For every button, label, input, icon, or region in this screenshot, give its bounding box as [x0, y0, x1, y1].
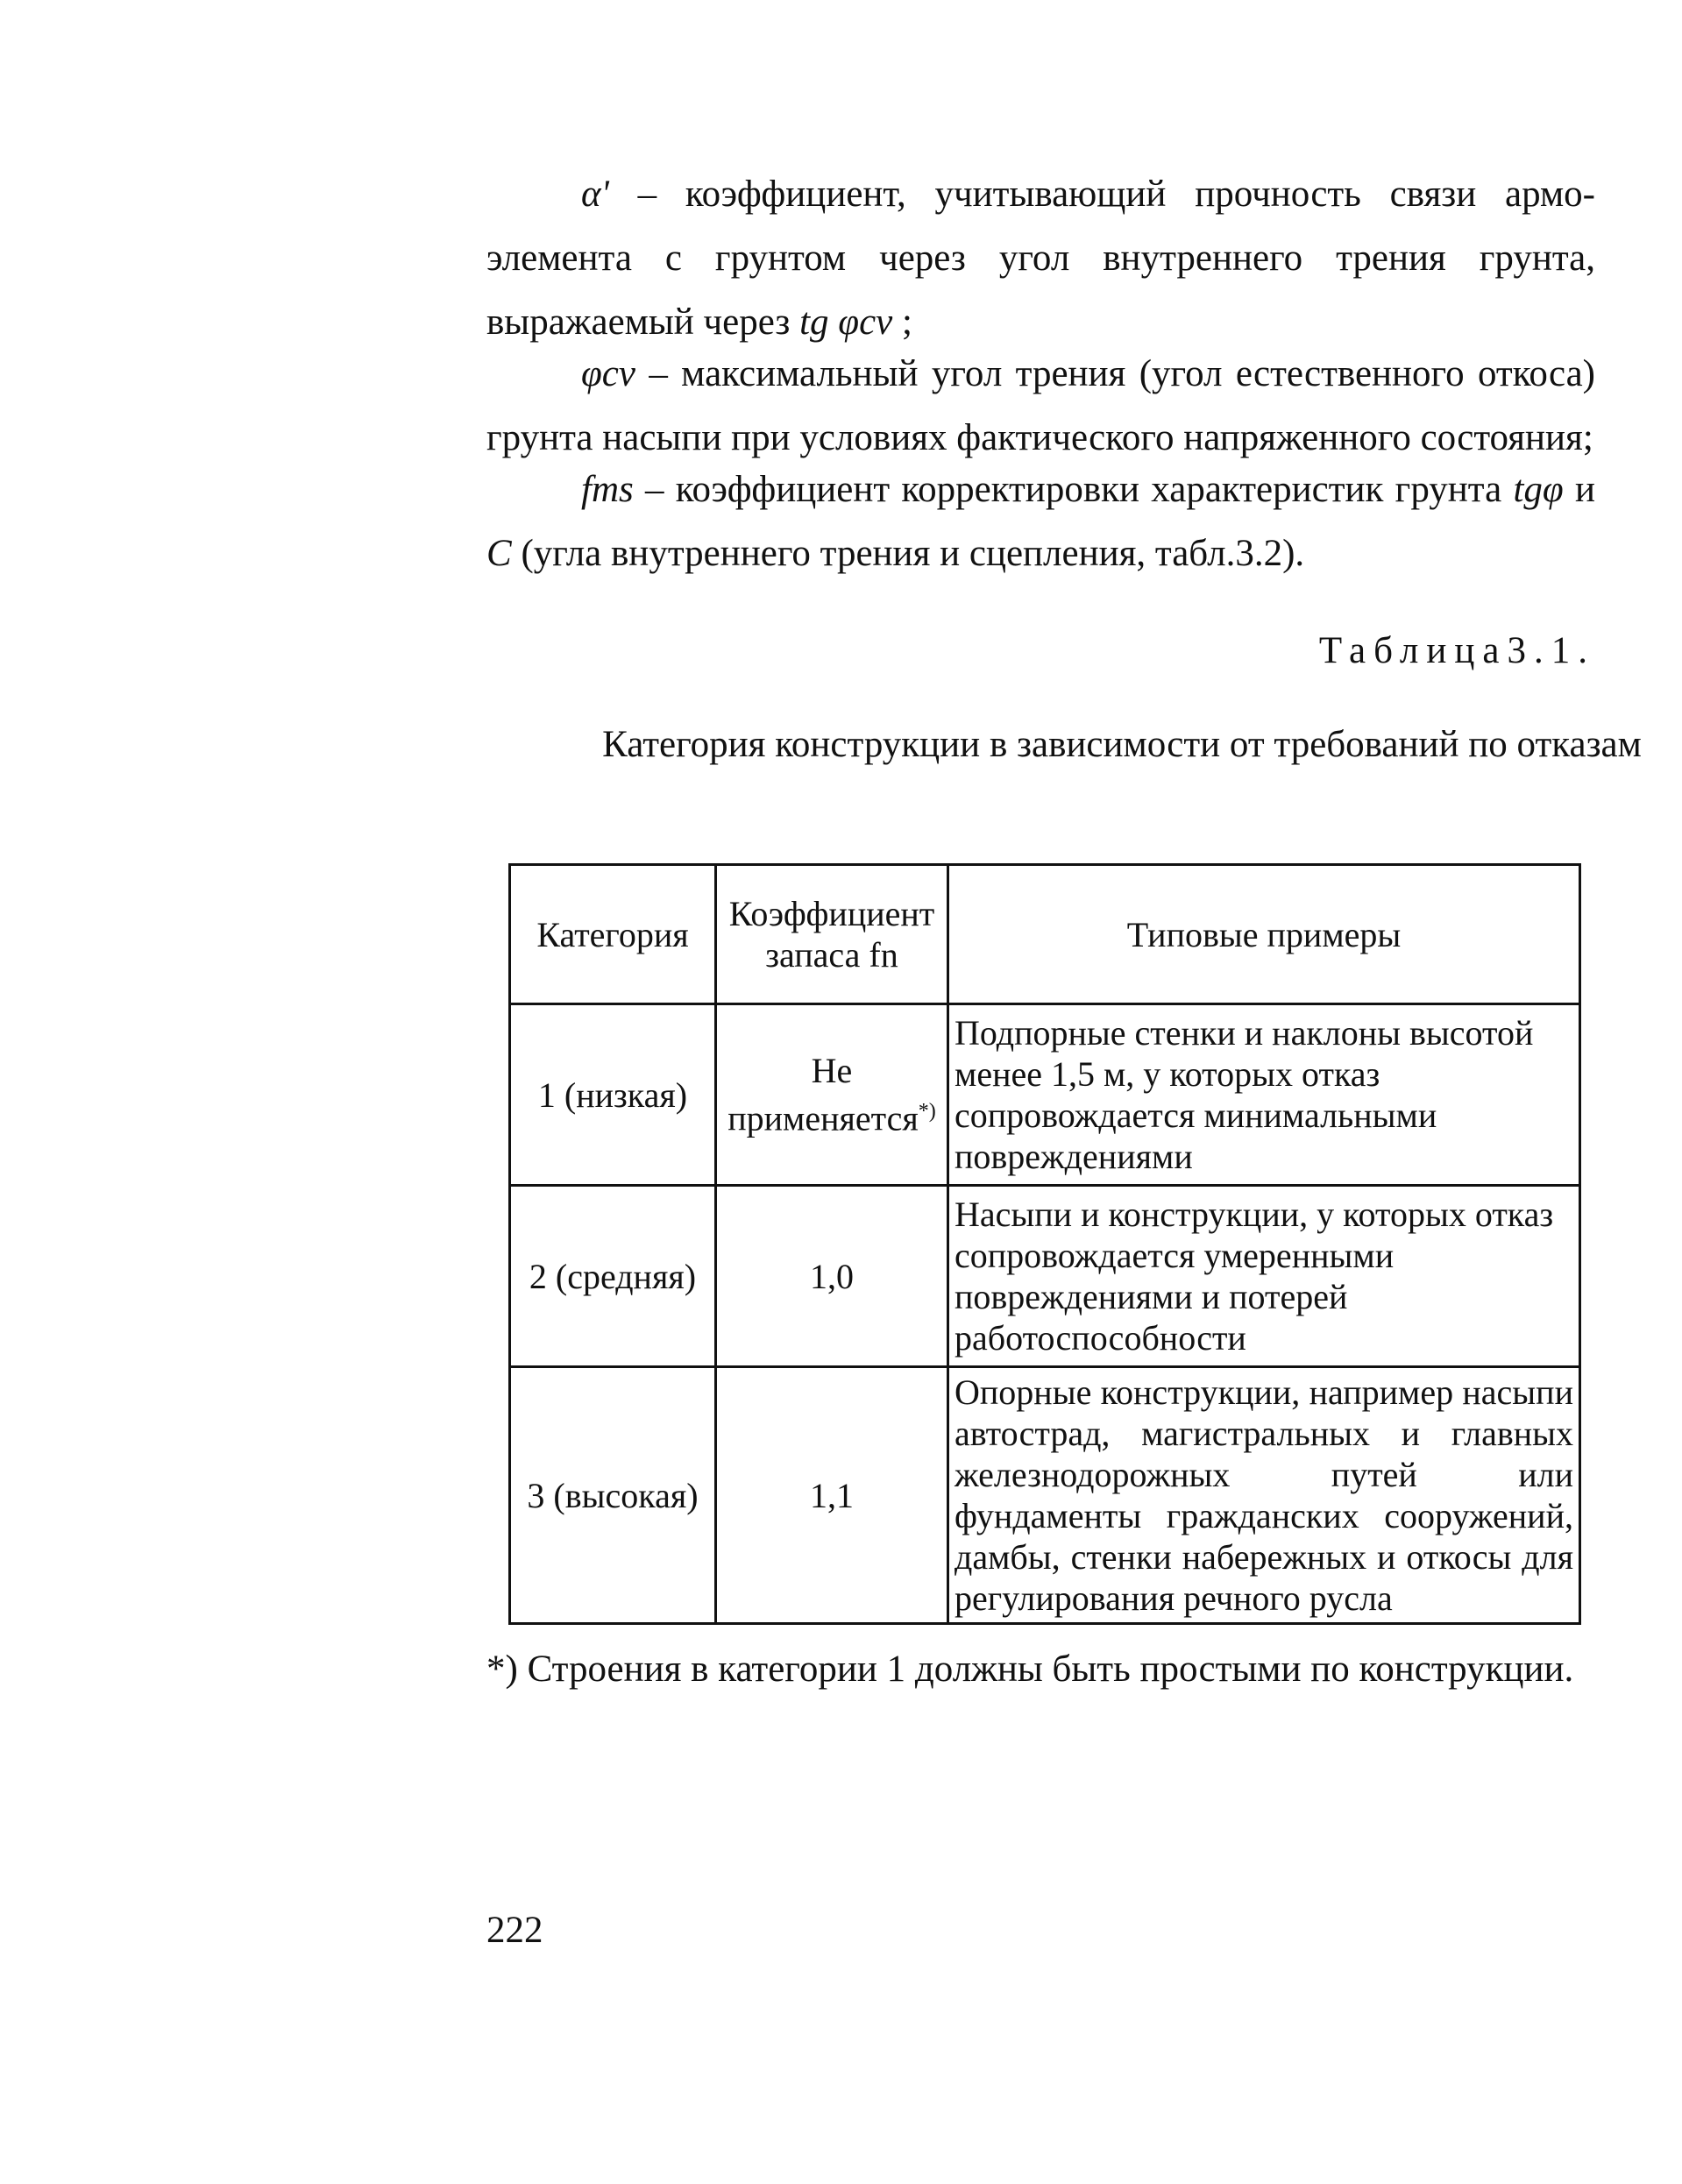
phi-definition: – максимальный угол трения (угол естественного откоса) грунта насыпи при условиях фактического напряженного состояния; [486, 353, 1595, 458]
factor-value: 1,0 [810, 1256, 854, 1296]
category-cell: 2 (средняя) [510, 1186, 716, 1367]
paragraph-fms [486, 457, 1595, 585]
fms-symbol: fms [581, 469, 634, 510]
alpha-end: ; [892, 301, 912, 343]
alpha-definition: – коэффициент, учитывающий прочность связи армо-элемента с грунтом через угол внутреннего трения грунта, выражаемый через [486, 174, 1595, 343]
examples-cell: Опорные конструкции, например насыпи автострад, магистральных и главных железнодорожных путей или фундаменты гражданских сооружений, дамбы, стенки набережных и откосы для регулирования речного русла [948, 1367, 1580, 1624]
examples-cell: Насыпи и конструкции, у которых отказ сопровождается умеренными повреждениями и потерей работоспособности [948, 1186, 1580, 1367]
factor-cell [716, 1186, 948, 1367]
factor-value: 1,1 [810, 1475, 854, 1515]
fms-definition: – коэффициент корректировки характеристик грунта [633, 469, 1514, 510]
fms-end: (угла внутреннего трения и сцепления, табл.3.2). [511, 533, 1305, 574]
fms-formula-c: C [486, 533, 512, 574]
alpha-formula: tg φcv [799, 301, 893, 343]
factor-footnote-mark: *) [918, 1100, 936, 1124]
examples-cell: Подпорные стенки и наклоны высотой менее 1,5 м, у которых отказ сопровождается минимальными повреждениями [948, 1004, 1580, 1186]
table-row [510, 1186, 1580, 1367]
paragraph-phi [486, 342, 1595, 470]
factor-cell [716, 1004, 948, 1186]
table-row [510, 1367, 1580, 1624]
table-row [510, 1004, 1580, 1186]
header-examples: Типовые примеры [948, 865, 1580, 1004]
table-header-row [510, 865, 1580, 1004]
header-factor: Коэффициент запаса fn [716, 865, 948, 1004]
phi-symbol: φcv [581, 353, 635, 394]
fms-formula-tg: tgφ [1513, 469, 1564, 510]
table-label: Таблица3.1. [1318, 630, 1595, 671]
category-table [508, 863, 1581, 1625]
header-category: Категория [510, 865, 716, 1004]
fms-and: и [1563, 469, 1595, 510]
alpha-symbol: α' [581, 174, 609, 215]
page-number: 222 [486, 1910, 543, 1951]
factor-cell [716, 1367, 948, 1624]
table-footnote: *) Строения в категории 1 должны быть простыми по конструкции. [486, 1649, 1574, 1690]
table-title: Категория конструкции в зависимости от требований по отказам [602, 724, 1642, 765]
paragraph-alpha [486, 162, 1595, 354]
factor-value: Не применяется [727, 1051, 919, 1138]
category-cell: 1 (низкая) [510, 1004, 716, 1186]
category-cell: 3 (высокая) [510, 1367, 716, 1624]
